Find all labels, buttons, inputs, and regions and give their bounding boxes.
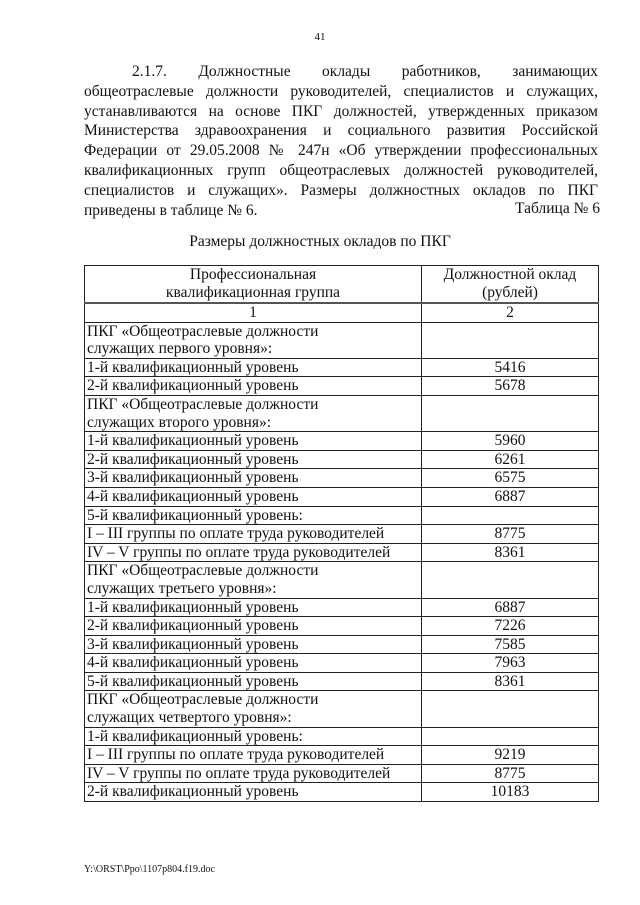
salary-cell [422,395,599,431]
table-row [85,691,599,727]
salary-cell [422,691,599,727]
salary-cell: 7226 [422,617,599,636]
table-row [85,450,599,469]
table-row [85,322,599,358]
salary-cell: 5678 [422,377,599,396]
salary-cell [422,562,599,598]
group-cell: 2-й квалификационный уровень [85,783,422,802]
table-row [85,358,599,377]
table-row [85,506,599,525]
salary-cell: 6261 [422,450,599,469]
salary-cell: 8775 [422,525,599,544]
table-header-row [85,266,599,304]
table-label: Таблица № 6 [515,200,600,217]
table-row [85,487,599,506]
salary-table [84,265,599,802]
salary-cell: 8775 [422,764,599,783]
paragraph: 2.1.7. Должностные оклады работников, занимающих общеотраслевые должности руководителей, специалистов и служащих, устанавливаются на основе ПКГ должностей, утвержденных приказом Министерства здравоохранения и социального развития Российской Федерации от 29.05.2008 № 247н «Об утверждении профессиональных квалификационных групп общеотраслевых должностей руководителей, специалистов и служащих». Размеры должностных окладов по ПКГ приведены в таблице № 6. [84,63,598,219]
group-cell: 1-й квалификационный уровень [85,358,422,377]
group-cell: 5-й квалификационный уровень: [85,506,422,525]
table-row [85,562,599,598]
table-row [85,672,599,691]
salary-cell: 8361 [422,672,599,691]
group-cell: 3-й квалификационный уровень [85,635,422,654]
group-cell: IV – V группы по оплате труда руководителей [85,543,422,562]
group-cell: ПКГ «Общеотраслевые должности служащих третьего уровня»: [85,562,422,598]
col-number-2: 2 [422,303,599,322]
column-numbers-row [85,303,599,322]
salary-cell: 6887 [422,598,599,617]
group-cell: 4-й квалификационный уровень [85,654,422,673]
table-row [85,783,599,802]
table-row [85,543,599,562]
table-row [85,727,599,746]
table-row [85,746,599,765]
group-cell: 1-й квалификационный уровень: [85,727,422,746]
group-cell: IV – V группы по оплате труда руководителей [85,764,422,783]
salary-cell: 6887 [422,487,599,506]
salary-cell: 7585 [422,635,599,654]
table-row [85,764,599,783]
group-cell: ПКГ «Общеотраслевые должности служащих второго уровня»: [85,395,422,431]
col-number-1: 1 [85,303,422,322]
salary-cell: 8361 [422,543,599,562]
salary-cell: 5416 [422,358,599,377]
table-row [85,469,599,488]
header-group: Профессиональная квалификационная группа [85,266,422,304]
table-row [85,635,599,654]
header-salary: Должностной оклад (рублей) [422,266,599,304]
group-cell: 2-й квалификационный уровень [85,450,422,469]
salary-cell: 10183 [422,783,599,802]
table-row [85,377,599,396]
salary-cell: 5960 [422,432,599,451]
table-row [85,395,599,431]
group-cell: I – III группы по оплате труда руководителей [85,525,422,544]
group-cell: 3-й квалификационный уровень [85,469,422,488]
table-row [85,654,599,673]
salary-cell [422,506,599,525]
group-cell: 5-й квалификационный уровень [85,672,422,691]
group-cell: 2-й квалификационный уровень [85,617,422,636]
salary-cell [422,727,599,746]
group-cell: ПКГ «Общеотраслевые должности служащих первого уровня»: [85,322,422,358]
group-cell: 1-й квалификационный уровень [85,598,422,617]
table-row [85,432,599,451]
table-title: Размеры должностных окладов по ПКГ [189,233,451,250]
salary-cell: 7963 [422,654,599,673]
page-number: 41 [314,31,326,43]
salary-cell [422,322,599,358]
table-row [85,525,599,544]
table-row [85,617,599,636]
salary-cell: 9219 [422,746,599,765]
group-cell: I – III группы по оплате труда руководителей [85,746,422,765]
group-cell: 1-й квалификационный уровень [85,432,422,451]
table-row [85,598,599,617]
group-cell: ПКГ «Общеотраслевые должности служащих четвертого уровня»: [85,691,422,727]
group-cell: 2-й квалификационный уровень [85,377,422,396]
file-path-footer: Y:\ORST\Ppo\1107p804.f19.doc [84,864,215,875]
salary-cell: 6575 [422,469,599,488]
group-cell: 4-й квалификационный уровень [85,487,422,506]
